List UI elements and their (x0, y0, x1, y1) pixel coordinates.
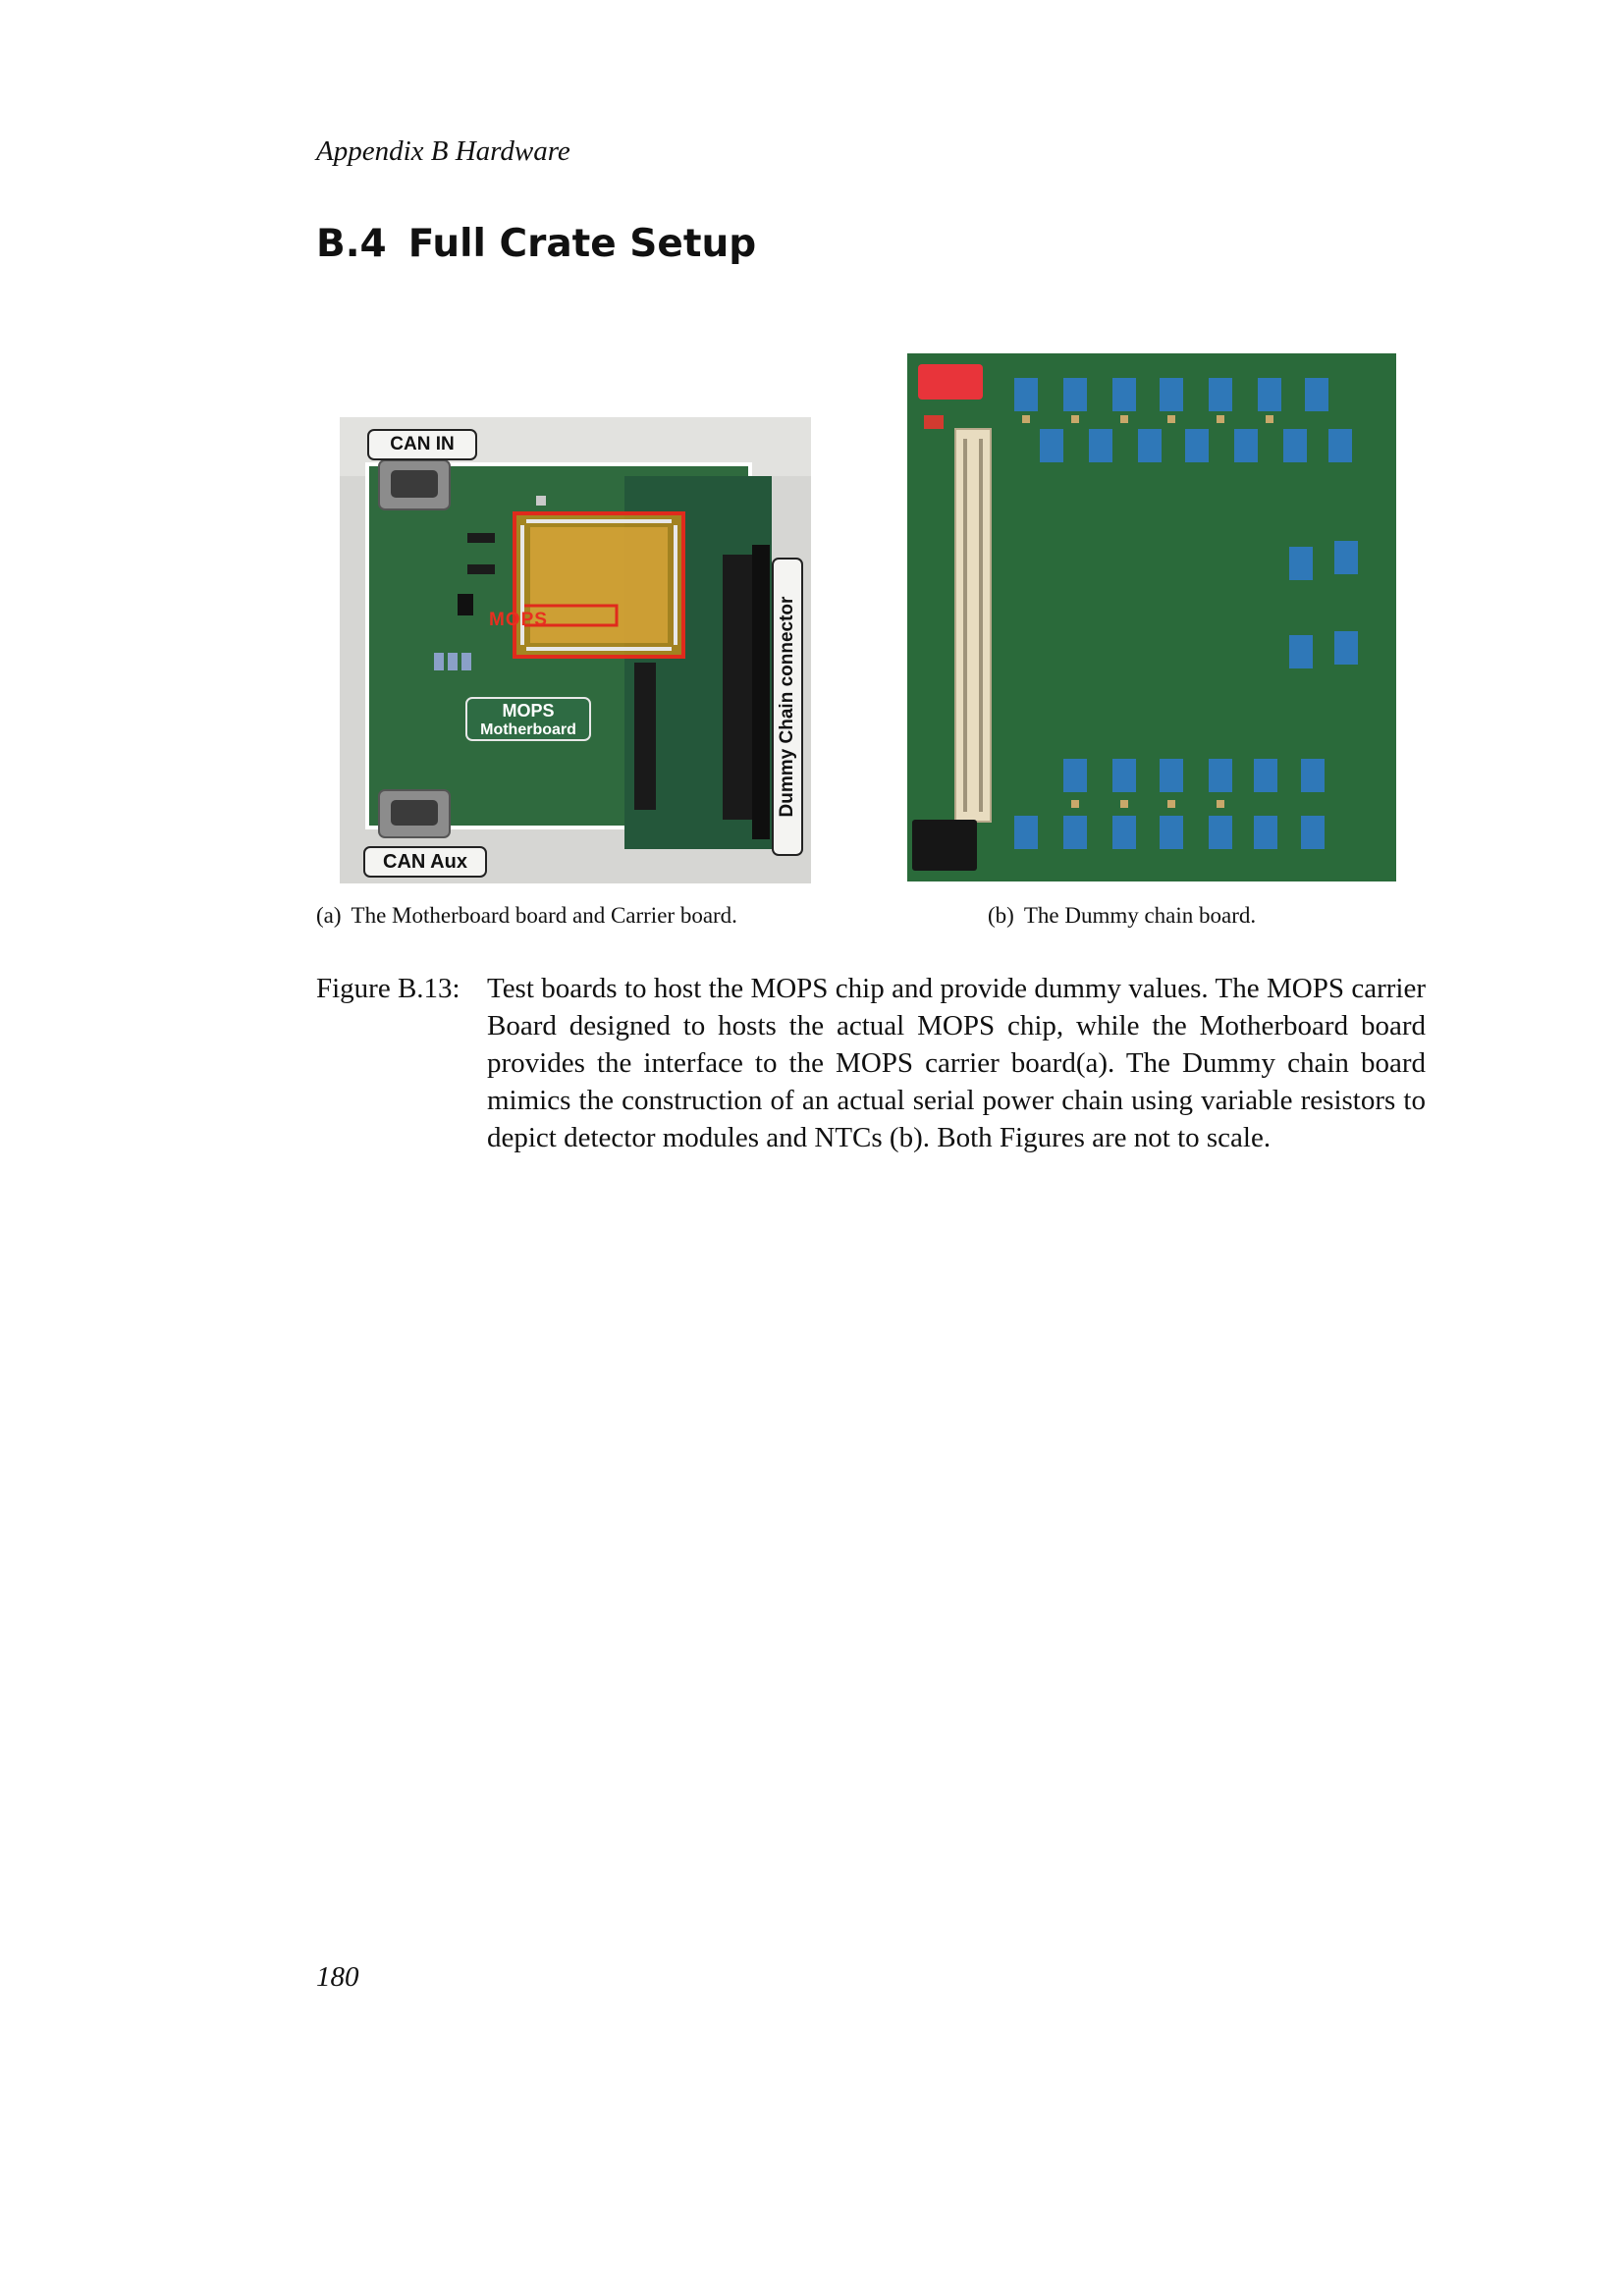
figure-caption (316, 970, 1426, 1156)
running-head: Appendix B Hardware (316, 135, 570, 167)
dummy-chain-board-illustration (904, 350, 1400, 885)
subcaption-b-text: The Dummy chain board. (1023, 903, 1257, 928)
label-can-aux: CAN Aux (363, 846, 487, 878)
subcaption-b-tag: (b) (988, 903, 1014, 928)
figure-caption-text: Test boards to host the MOPS chip and provide dummy values. The MOPS carrier Board designed to hosts the actual MOPS chip, while the Motherboard board provides the interface to the MOPS carrier board(a). The Dummy chain board mimics the construction of an actual serial power chain using variable resistors to depict detector modules and NTCs (b). Both Figures are not to scale. (487, 973, 1426, 1153)
label-mops-motherboard (465, 697, 591, 741)
label-dummy-chain-connector (772, 558, 803, 856)
subcaption-a-text: The Motherboard board and Carrier board. (351, 903, 737, 928)
figure-b-dummy-chain-photo (904, 350, 1400, 885)
label-mops-motherboard-line2: Motherboard (480, 721, 576, 738)
subcaption-a (316, 903, 737, 929)
motherboard-illustration (340, 417, 811, 883)
section-heading (316, 222, 756, 266)
subcaption-a-tag: (a) (316, 903, 342, 928)
section-title: Full Crate Setup (407, 222, 757, 266)
label-mops-chip: MOPS (489, 610, 548, 630)
label-mops-motherboard-line1: MOPS (502, 701, 555, 721)
label-can-in: CAN IN (367, 429, 477, 460)
figure-a-motherboard-photo (340, 417, 811, 883)
label-dummy-chain-connector-text: Dummy Chain connector (777, 596, 797, 818)
subcaption-b (988, 903, 1256, 929)
section-number: B.4 (316, 222, 387, 266)
figure-caption-label: Figure B.13: (316, 973, 460, 1004)
page-number: 180 (316, 1961, 359, 1993)
